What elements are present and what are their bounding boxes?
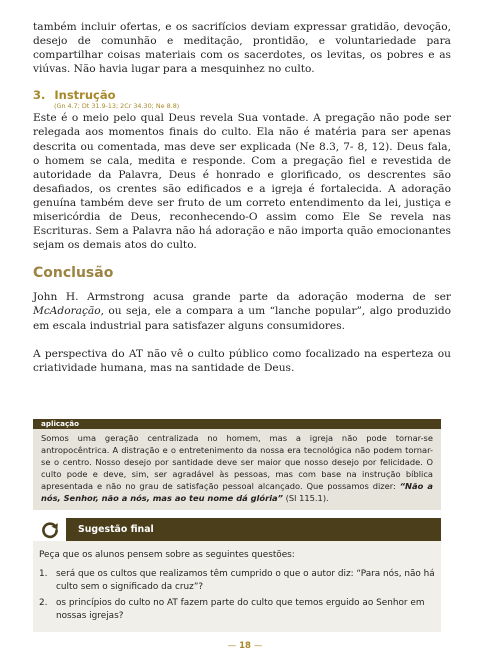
page-content xyxy=(33,20,451,375)
suggestion-header xyxy=(33,518,441,541)
top-paragraph: também incluir ofertas, e os sacrifícios deviam expressar gratidão, devoção, desejo de comunhão e meditação, prontidão, e voluntariedade para compartilhar coisas materiais com os sacerdotes, os levitas, os pobres e as viúvas. Não havia lugar para a mesquinhez no culto. xyxy=(33,21,451,76)
suggestion-body xyxy=(39,549,435,626)
section-body: Este é o meio pelo qual Deus revela Sua vontade. A pregação não pode ser relegada aos momentos finais do culto. Ela não é matéria para ser apenas descrita ou comentada, mas deve ser explicada (Ne 8.3, 7- 8, 12). Deus fala, o homem se cala, medita e responde. Com a pregação fiel e revestida de autoridade da Palavra, Deus é honrado e glorificado, os descrentes são desafiados, os crentes são edificados e a igreja é fortalecida. A adoração genuína também deve ser fruto de um correto entendimento da lei, justiça e misericórdia de Deus, reconhecendo-O assim como Ele Se revela nas Escrituras. Sem a Palavra não há adoração e não importa quão emocionantes sejam os demais atos do culto. xyxy=(33,112,451,252)
conclusion-paragraph-2: A perspectiva do AT não vê o culto público como focalizado na esperteza ou criatividade humana, mas na santidade de Deus. xyxy=(33,347,451,374)
application-body: Somos uma geração centralizada no homem, mas a igreja não pode tornar-se antropocêntrica. A distração e o entretenimento da nossa era tecnológica não podem tornar-se o centro. Nosso desejo por santidade deve ser maior que nosso desejo por felicidade. O culto pode e deve, sim, ser agradável às pessoas, mas com base na instrução bíblica apresentada e não no grau de satisfação pessoal alcançado. Que possamos dizer: xyxy=(41,433,433,492)
suggestion-title: Sugestão final xyxy=(78,524,154,535)
footer-dash-right: — xyxy=(253,641,263,651)
suggestion-box xyxy=(33,518,441,632)
conclusion-paragraph-1 xyxy=(33,290,451,332)
conclusion-p1-italic: McAdoração xyxy=(33,305,101,318)
suggestion-item-number: 1. xyxy=(39,569,48,579)
section-title-text: Instrução xyxy=(54,88,116,103)
suggestion-item xyxy=(39,568,435,594)
suggestion-item-text: os princípios do culto no AT fazem parte do culto que temos erguido ao Senhor em nossas igrejas? xyxy=(56,598,425,621)
application-box xyxy=(33,419,441,510)
refresh-circle-arrow-icon xyxy=(40,520,60,540)
application-quote: “Não a nós, Senhor, não a nós, mas ao teu nome dá glória” xyxy=(41,481,434,504)
conclusion-p1-text-end: , ou seja, ele a compara a um “lanche popular”, algo produzido em escala industrial para satisfazer alguns consumidores. xyxy=(33,305,451,332)
application-text xyxy=(33,429,441,510)
section-references: (Gn 4.7; Dt 31.9-13; 2Cr 34.30; Ne 8.8) xyxy=(54,102,180,111)
conclusion-heading: Conclusão xyxy=(33,265,114,282)
paragraph-gap xyxy=(33,333,451,347)
page-footer xyxy=(0,641,490,651)
suggestion-item-number: 2. xyxy=(39,598,48,608)
suggestion-intro: Peça que os alunos pensem sobre as seguintes questões: xyxy=(39,550,295,560)
application-label: aplicação xyxy=(33,419,441,429)
section-heading xyxy=(33,89,451,111)
application-reference: (Sl 115.1). xyxy=(282,493,329,504)
suggestion-title-bar xyxy=(66,518,441,541)
section-title xyxy=(33,89,451,102)
suggestion-icon-cell xyxy=(33,518,66,541)
conclusion-p1-text: John H. Armstrong acusa grande parte da adoração moderna de ser xyxy=(33,291,451,304)
section-number: 3. xyxy=(33,88,46,103)
suggestion-item-text: será que os cultos que realizamos têm cumprido o que o autor diz: “Para nós, não há culto sem o significado da cruz”? xyxy=(56,569,435,592)
page-number: 18 xyxy=(239,641,251,651)
suggestion-item xyxy=(39,597,435,623)
footer-dash-left: — xyxy=(227,641,237,651)
